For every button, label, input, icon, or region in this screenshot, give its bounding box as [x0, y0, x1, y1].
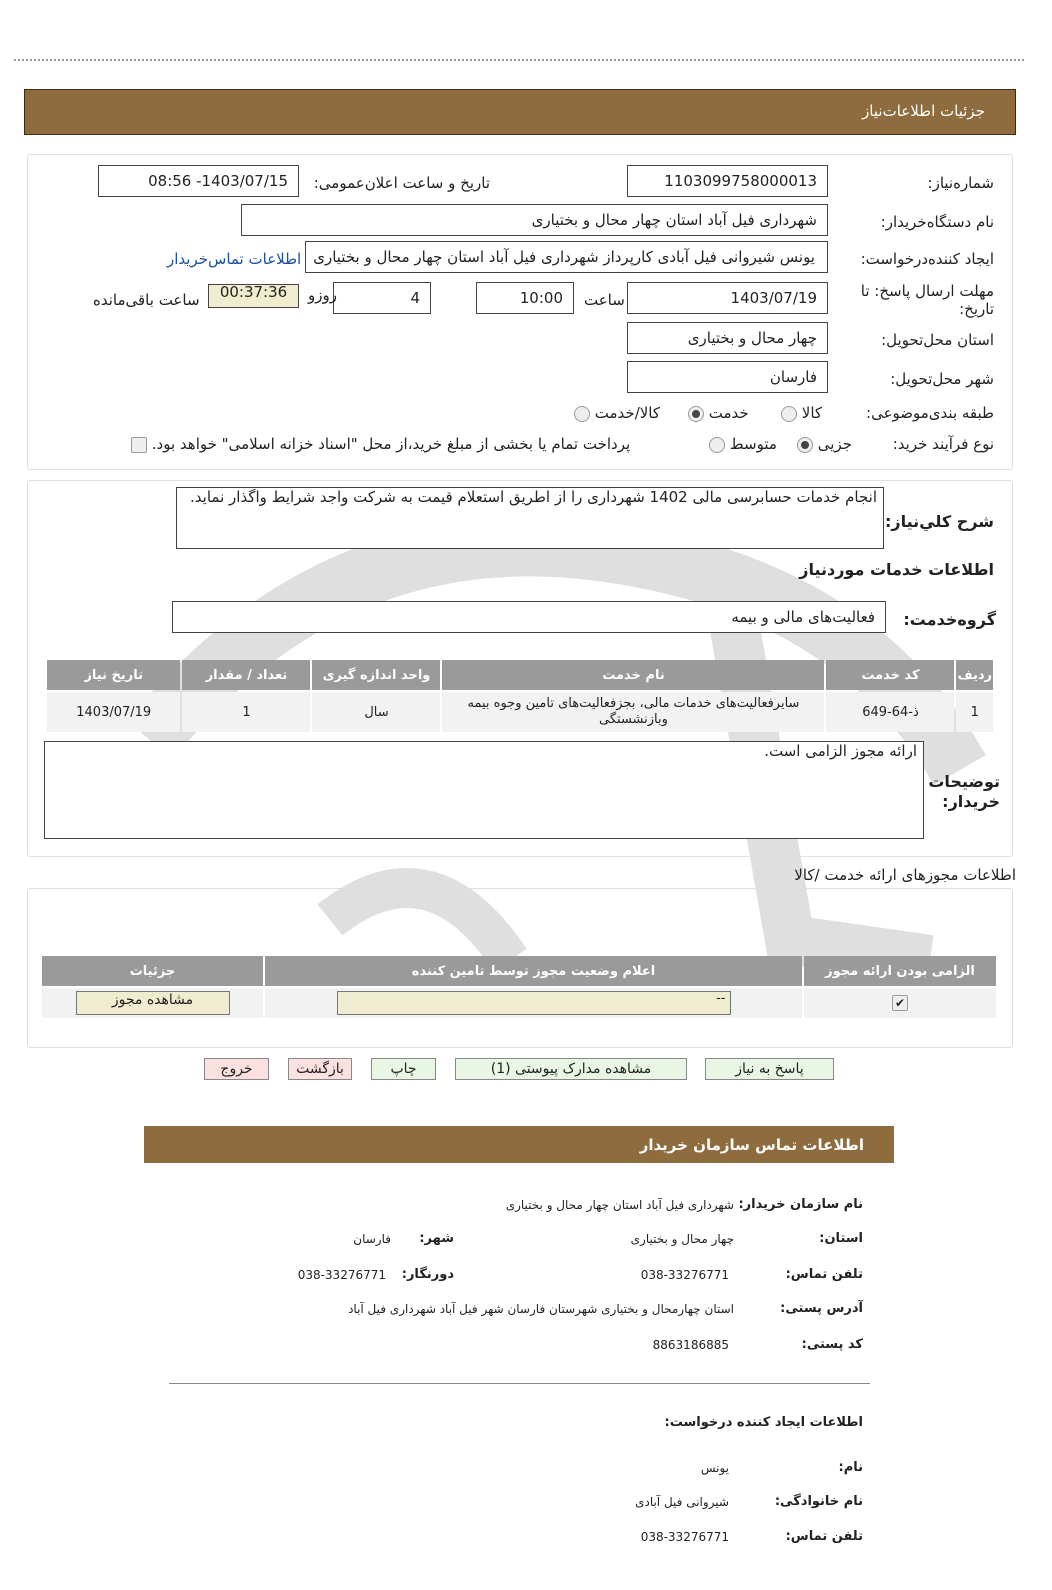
fax-label: دورنگار:	[401, 1267, 454, 1282]
category-option-both[interactable]	[574, 404, 660, 422]
permit-status-field[interactable]: --	[337, 991, 731, 1015]
col-date: تاریخ نیاز	[47, 660, 180, 690]
days-label: روزو	[308, 286, 337, 304]
col-row: ردیف	[956, 660, 993, 690]
radio-service[interactable]	[688, 406, 704, 422]
permit-required-cell	[804, 988, 996, 1018]
category-option-both-label: کالا/خدمت	[594, 404, 661, 422]
creator-label: ایجاد کننده‌درخواست:	[860, 250, 994, 268]
creator-phone-label: تلفن تماس:	[785, 1529, 863, 1544]
print-button[interactable]: چاپ	[371, 1058, 436, 1080]
category-option-service[interactable]	[688, 404, 749, 422]
page-title: جزئیات اطلاعات‌نیاز	[862, 102, 985, 120]
announce-label: تاریخ و ساعت اعلان‌عمومی:	[313, 174, 490, 192]
buyer-notes-label: توضیحات خریدار:	[928, 772, 1000, 811]
cell-qty: 1	[182, 692, 310, 732]
radio-minor[interactable]	[797, 437, 813, 453]
buyer-org-field: شهرداری فیل آباد استان چهار محال و بختیاری	[241, 204, 828, 236]
cell-row: 1	[956, 692, 993, 732]
view-permit-button[interactable]: مشاهده مجوز	[76, 991, 230, 1015]
fax-value: 038-33276771	[297, 1268, 386, 1282]
deadline-time-field: 10:00	[476, 282, 574, 314]
contact-province-label: استان:	[819, 1231, 863, 1246]
treasury-payment-option[interactable]	[131, 435, 630, 453]
days-field: 4	[333, 282, 431, 314]
description-label: شرح کلي‌نياز:	[885, 512, 994, 531]
deadline-label: مهلت ارسال پاسخ: تا تاریخ:	[860, 282, 994, 318]
col-unit: واحد اندازه گیری	[312, 660, 440, 690]
col-name: نام خدمت	[442, 660, 824, 690]
col-permit-status: اعلام وضعیت مجوز توسط تامین کننده	[265, 956, 802, 986]
col-qty: تعداد / مقدار	[182, 660, 310, 690]
cell-code: ذ-64-649	[826, 692, 954, 732]
service-group-field: فعالیت‌های مالی و بیمه	[172, 601, 886, 633]
province-label: استان محل‌تحویل:	[881, 331, 994, 349]
permit-status-cell	[265, 988, 802, 1018]
postal-label: کد پستی:	[801, 1337, 863, 1352]
treasury-payment-label: پرداخت تمام یا بخشی از مبلغ خرید،از محل "اسناد خزانه اسلامی" خواهد بود.	[151, 435, 631, 453]
top-divider	[14, 59, 1024, 61]
address-value: استان چهارمحال و بختیاری شهرستان فارسان شهر فیل آباد شهرداری فیل آباد	[348, 1302, 734, 1316]
attachments-button[interactable]: مشاهده مدارک پیوستی (1)	[455, 1058, 687, 1080]
permits-title: اطلاعات مجوزهای ارائه خدمت /کالا	[794, 866, 1016, 884]
reply-button[interactable]: پاسخ به نیاز	[705, 1058, 834, 1080]
category-option-service-label: خدمت	[708, 404, 749, 422]
creator-phone-value: 038-33276771	[640, 1530, 729, 1544]
city-label: شهر محل‌تحویل:	[890, 370, 994, 388]
table-row	[42, 988, 996, 1018]
cell-date: 1403/07/19	[47, 692, 180, 732]
cell-unit: سال	[312, 692, 440, 732]
category-option-goods[interactable]	[781, 404, 822, 422]
address-label: آدرس پستی:	[780, 1301, 863, 1316]
category-option-goods-label: کالا	[801, 404, 823, 422]
exit-button[interactable]: خروج	[204, 1058, 269, 1080]
creator-name-value: یونس	[700, 1461, 729, 1475]
org-value: شهرداری فیل آباد استان چهار محال و بختیاری	[505, 1198, 734, 1212]
need-number-field: 1103099758000013	[627, 165, 828, 197]
contact-city-label: شهر:	[419, 1231, 454, 1246]
description-field: انجام خدمات حسابرسی مالی 1402 شهرداری را از اطریق استعلام قیمت به شرکت واجد شرایط واگذار نماید.	[176, 487, 884, 549]
postal-value: 8863186885	[652, 1338, 729, 1352]
process-option-medium-label: متوسط	[729, 435, 777, 453]
deadline-date-field: 1403/07/19	[627, 282, 828, 314]
buyer-notes-field: ارائه مجوز الزامی است.	[44, 741, 924, 839]
org-label: نام سازمان خریدار:	[738, 1197, 863, 1212]
permits-table	[40, 954, 998, 1020]
category-label: طبقه بندی‌موضوعی:	[866, 404, 994, 422]
services-section-title: اطلاعات خدمات موردنیاز	[799, 560, 994, 579]
permit-required-checkbox: ✔	[892, 995, 908, 1011]
process-option-medium[interactable]	[709, 435, 777, 453]
page-header	[24, 89, 1016, 135]
need-number-label: شماره‌نیاز:	[927, 174, 994, 192]
service-group-label: گروه‌خدمت:	[903, 610, 996, 629]
services-panel	[27, 480, 1013, 857]
creator-family-value: شیروانی فیل آبادی	[635, 1495, 729, 1509]
creator-name-label: نام:	[838, 1460, 863, 1475]
treasury-checkbox[interactable]	[131, 437, 147, 453]
contact-title: اطلاعات تماس سازمان خریدار	[639, 1136, 864, 1154]
back-button[interactable]: بازگشت	[288, 1058, 352, 1080]
province-field: چهار محال و بختیاری	[627, 322, 828, 354]
buyer-contact-link[interactable]: اطلاعات تماس‌خریدار	[167, 250, 302, 268]
process-option-minor-label: جزیی	[817, 435, 853, 453]
contact-header	[144, 1126, 894, 1163]
col-code: کد خدمت	[826, 660, 954, 690]
deadline-time-label: ساعت	[584, 291, 625, 309]
creator-family-label: نام خانوادگی:	[774, 1494, 863, 1509]
permits-table-header	[42, 956, 996, 986]
permit-details-cell	[42, 988, 263, 1018]
radio-both[interactable]	[574, 406, 590, 422]
creator-info-title: اطلاعات ایجاد کننده درخواست:	[664, 1415, 863, 1430]
city-field: فارسان	[627, 361, 828, 393]
contact-divider	[169, 1383, 870, 1384]
remaining-label: ساعت باقی‌مانده	[93, 291, 200, 309]
contact-province-value: چهار محال و بختیاری	[630, 1232, 734, 1246]
announce-field: 1403/07/15- 08:56	[98, 165, 299, 197]
buyer-org-label: نام دستگاه‌خریدار:	[880, 213, 994, 231]
col-permit-details: جزئیات	[42, 956, 263, 986]
radio-medium[interactable]	[709, 437, 725, 453]
phone-label: تلفن تماس:	[785, 1267, 863, 1282]
radio-goods[interactable]	[781, 406, 797, 422]
creator-field: یونس شیروانی فیل آبادی کارپرداز شهرداری فیل آباد استان چهار محال و بختیاری	[305, 241, 828, 273]
cell-name: سایرفعالیت‌های خدمات مالی، بجزفعالیت‌های تامین وجوه بیمه وبازنشستگی	[442, 692, 824, 732]
col-permit-required: الزامی بودن ارائه مجوز	[804, 956, 996, 986]
phone-value: 038-33276771	[640, 1268, 729, 1282]
contact-city-value: فارسان	[353, 1232, 391, 1246]
process-option-minor[interactable]	[797, 435, 852, 453]
process-label: نوع فرآیند خرید:	[892, 435, 994, 453]
remaining-time-field: 00:37:36	[208, 284, 299, 308]
